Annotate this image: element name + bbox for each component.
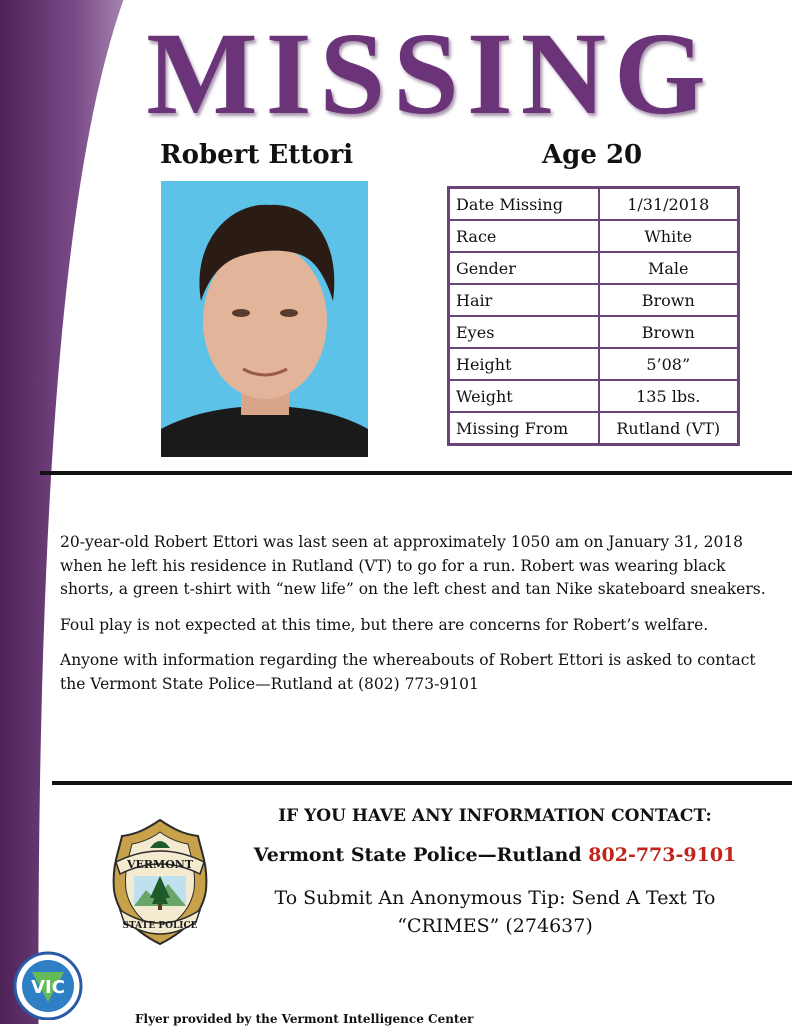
detail-value: Brown bbox=[599, 284, 739, 316]
tip-line-2: “CRIMES” (274637) bbox=[397, 915, 593, 937]
narrative-paragraph-3: Anyone with information regarding the whereabouts of Robert Ettori is asked to contact the Vermont State Police—Rutland at (802) 773-9101 bbox=[60, 651, 756, 693]
badge-top-text: VERMONT bbox=[126, 858, 194, 871]
missing-title: MISSING bbox=[146, 8, 714, 139]
narrative-paragraph-1: 20-year-old Robert Ettori was last seen at approximately 1050 am on January 31, 2018 when he left his residence in Rutland (VT) to go for a run. Robert was wearing black shorts, a green t-shirt with “new life” on the left chest and tan Nike skateboard sneakers. bbox=[60, 533, 766, 598]
detail-label: Race bbox=[449, 220, 599, 252]
details-row bbox=[449, 220, 739, 252]
vic-logo bbox=[10, 950, 90, 1020]
detail-value: Male bbox=[599, 252, 739, 284]
details-row bbox=[449, 412, 739, 445]
person-photo bbox=[161, 181, 368, 457]
vic-logo-text: VIC bbox=[31, 977, 65, 998]
anonymous-tip bbox=[240, 884, 750, 940]
person-name: Robert Ettori bbox=[160, 140, 354, 170]
detail-value: 5’08” bbox=[599, 348, 739, 380]
details-row bbox=[449, 316, 739, 348]
details-row bbox=[449, 348, 739, 380]
badge-bottom-text: STATE POLICE bbox=[122, 921, 198, 931]
detail-value: 135 lbs. bbox=[599, 380, 739, 412]
vermont-state-police-badge bbox=[110, 818, 210, 946]
detail-label: Eyes bbox=[449, 316, 599, 348]
detail-value: Brown bbox=[599, 316, 739, 348]
details-row bbox=[449, 284, 739, 316]
details-row bbox=[449, 252, 739, 284]
person-age: Age 20 bbox=[542, 140, 643, 170]
detail-value: 1/31/2018 bbox=[599, 188, 739, 221]
top-divider bbox=[40, 471, 792, 475]
bottom-divider bbox=[52, 781, 792, 785]
contact-agency: Vermont State Police—Rutland bbox=[253, 844, 582, 866]
details-row bbox=[449, 188, 739, 221]
detail-label: Weight bbox=[449, 380, 599, 412]
detail-value: Rutland (VT) bbox=[599, 412, 739, 445]
contact-heading: IF YOU HAVE ANY INFORMATION CONTACT: bbox=[278, 806, 712, 826]
detail-label: Height bbox=[449, 348, 599, 380]
tip-line-1: To Submit An Anonymous Tip: Send A Text To bbox=[274, 887, 716, 909]
detail-label: Hair bbox=[449, 284, 599, 316]
contact-agency-line bbox=[240, 844, 750, 866]
contact-phone: 802-773-9101 bbox=[588, 844, 737, 866]
detail-label: Missing From bbox=[449, 412, 599, 445]
narrative-paragraph-2: Foul play is not expected at this time, but there are concerns for Robert’s welfare. bbox=[60, 615, 709, 634]
details-row bbox=[449, 380, 739, 412]
detail-label: Gender bbox=[449, 252, 599, 284]
detail-label: Date Missing bbox=[449, 188, 599, 221]
footer-credit: Flyer provided by the Vermont Intelligence Center bbox=[135, 1012, 474, 1026]
detail-value: White bbox=[599, 220, 739, 252]
narrative bbox=[60, 531, 782, 708]
details-table bbox=[447, 186, 740, 446]
